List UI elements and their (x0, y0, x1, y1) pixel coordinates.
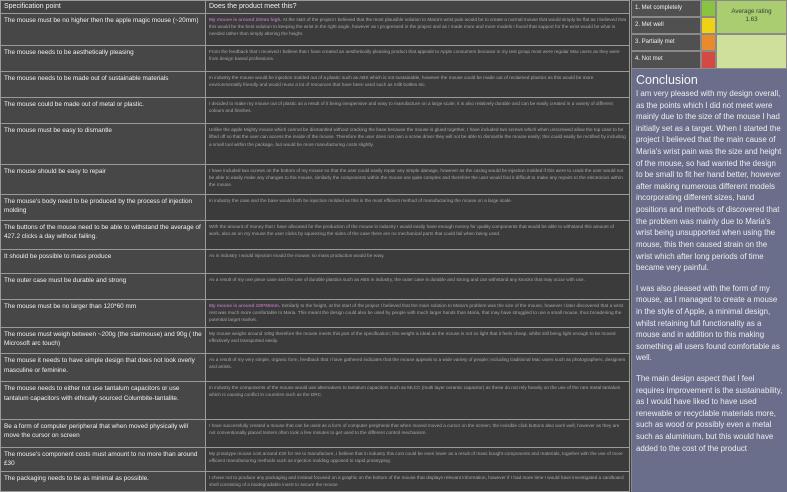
table-body (1, 14, 630, 492)
specification-cell: The buttons of the mouse need to be able to withstand the average of 427.2 clicks a day without failing. (1, 220, 206, 249)
table-row (1, 72, 630, 98)
specification-cell: The mouse must be no larger than 120*60 mm (1, 300, 206, 328)
conclusion-paragraph: The main design aspect that I feel requires improvement is the sustainability, as I would have liked to have used renewable or recyclable materials more, such as wood or possibly even a metal such as aluminium, but this would have added to the cost of the product (636, 374, 783, 453)
table-row (1, 124, 630, 164)
table-row (1, 46, 630, 72)
evaluation-text: At the start of the project I believed that the most plausible solution to Maria's wrist pain would be to create a normal mouse that would simply be flat as I believed that this would be the best solution to keeping the wrist in the right angle, however as I progressed in the project and as I made more and more models I found that support for the wrist would be what is needed rather than simply altering the height. (209, 17, 626, 37)
evaluation-cell (206, 164, 630, 194)
evaluation-cell (206, 249, 630, 273)
table-row (1, 249, 630, 273)
legend-swatch-yellow (701, 17, 716, 34)
evaluation-cell (206, 447, 630, 471)
evaluation-cell (206, 72, 630, 98)
specification-cell: The mouse needs to be aesthetically pleasing (1, 46, 206, 72)
specification-cell: The packaging needs to be as minimal as possible. (1, 471, 206, 491)
average-rating-box (716, 0, 787, 34)
evaluation-text: In industry the mouse would be injection molded out of a plastic such as ABS which is not sustainable, however the mouse could be made out of reclaimed plastics as this would be more environmentally friendly and would reuse a lot of resources that have been used such as milk bottles etc. (209, 75, 594, 88)
evaluation-cell (206, 328, 630, 354)
evaluation-text: I have included two screws on the bottom of my mouse so that the user could easily repair any simple damage, however as the casing would be injection molded if this were to crack the user would not be able to easily make any changes to the mouse, similarly the components within the mouse are quite complex and therefore the user would find it difficult to make any repairs to the electronics within the mouse. (209, 167, 624, 187)
conclusion-title: Conclusion (636, 73, 698, 87)
table-row (1, 328, 630, 354)
table-row (1, 220, 630, 249)
specification-cell: The mouse must be no higher then the apple magic mouse (~20mm) (1, 14, 206, 46)
conclusion-panel (631, 69, 787, 492)
legend-swatch-red (701, 51, 716, 69)
evaluation-cell (206, 300, 630, 328)
specification-cell: The mouse must weigh between ~200g (the starmouse) and 90g ( the Microsoft arc touch) (1, 328, 206, 354)
rating-text: My mouse is around 20mm high. (209, 17, 282, 22)
specification-cell: The mouse needs to either not use tantalum capacitors or use tantalum capacitors with ethically sourced Columbite-tantalite. (1, 382, 206, 419)
evaluation-text: With the amount of money that I have allocated for the production of the mouse in industry I would easily have enough money for quality components that would be able to withstand this amount of work, also as on my mouse the user clicks by squeezing the sides of the case there are no mechanical parts that could fail when being used. (209, 223, 614, 236)
legend-label-met-well: 2. Met well (631, 17, 701, 34)
evaluation-text: I chose not to produce any packaging and instead focused on a graphic on the bottom of the mouse that displays relevant information, however if I had more time I would have investigated a cardboard shell consisting of a biodegradable insert to secure the mouse. (209, 474, 624, 487)
table-row (1, 354, 630, 382)
average-rating-value: 1.63 (745, 16, 758, 24)
rating-legend (631, 0, 787, 69)
rating-text: My mouse is around 100*60mm. (209, 303, 281, 309)
average-rating-label: Average rating (731, 8, 772, 15)
header-meets-spec: Does the product meet this? (206, 1, 630, 14)
evaluation-text: From the feedback that I received I believe that I have created an aesthetically pleasing product that appeals to Apple consumers because in my test group most were regular Mac users as they were from design based professions. (209, 49, 620, 62)
evaluation-cell (206, 194, 630, 220)
evaluation-cell (206, 98, 630, 124)
specification-cell: The mouse needs to be made out of sustainable materials (1, 72, 206, 98)
evaluation-text: As a result of my very simple, organic form, feedback that I have gathered indicates that the mouse appeals to a wide variety of people; including traditional Mac users such as photographers, designers and artists. (209, 357, 626, 370)
average-rating-fill (716, 34, 787, 69)
evaluation-cell (206, 419, 630, 447)
evaluation-text: My mouse weighs around 100g therefore the mouse meets this part of the specification; this weight is ideal as the mouse is not so light that it feels cheap, whilst still being light enough to be moved effectively and transported easily. (209, 331, 616, 344)
evaluation-cell (206, 354, 630, 382)
evaluation-cell (206, 382, 630, 419)
evaluation-cell (206, 220, 630, 249)
table-row (1, 273, 630, 299)
table-row (1, 382, 630, 419)
specification-cell: The mouse's component costs must amount to no more than around £30 (1, 447, 206, 471)
table-row (1, 14, 630, 46)
evaluation-cell (206, 124, 630, 164)
table-row (1, 300, 630, 328)
specification-cell: The mouse should be easy to repair (1, 164, 206, 194)
evaluation-cell (206, 46, 630, 72)
specification-cell: The mouse must be easy to dismantle (1, 124, 206, 164)
evaluation-text: I decided to make my mouse out of plastic as a result of it being inexpensive and easy to manufacture on a large scale; it is also relatively durable and can be easily created in a variety of different colours and finishes. (209, 101, 613, 114)
specification-cell: The outer case must be durable and strong (1, 273, 206, 299)
specification-cell: The mouse could be made out of metal or plastic. (1, 98, 206, 124)
legend-label-partially-met: 3. Partially met (631, 34, 701, 51)
legend-swatch-green (701, 0, 716, 17)
table-row (1, 98, 630, 124)
conclusion-paragraph: I was also pleased with the form of my mouse, as I managed to create a mouse in the style of Apple, a minimal design, whilst retaining full functionality as a mouse and in addition to this making something all users found comfortable as well. (636, 283, 780, 363)
evaluation-text: In industry the components of the mouse would use alternatives to tantalum capacitors such as MLCC (multi layer ceramic capacitor) as these do not rely heavily on the use of the rare metal tantalum which is causing conflict in countries such as the DRC. (209, 385, 621, 398)
legend-label-not-met: 4. Not met (631, 51, 701, 69)
specification-cell: The mouse's body need to be produced by the process of injection molding (1, 194, 206, 220)
table-row (1, 419, 630, 447)
table-row (1, 194, 630, 220)
specification-cell: The mouse it needs to have simple design that does not look overly masculine or feminine. (1, 354, 206, 382)
header-specification-point: Specification point (1, 1, 206, 14)
evaluation-text: As in industry I would injection mould the mouse; so mass production would be easy. (209, 252, 385, 258)
evaluation-text: My prototype mouse cost around £30 for me to manufacture, I believe that in industry this cost could be even lower as a result of mass bought components and materials, together with the use of more efficient manufacturing methods such as injection molding opposed to rapid prototyping. (209, 450, 623, 463)
evaluation-text: Unlike the apple Mighty mouse which cannot be dismantled without cracking the base because the mouse is glued together, I have included two screws which when unscrewed allow the top case to be lifted off so that the user can access the inside of the mouse. Therefore the user does not own a screw driver they will not be able to dismantle the mouse easily; this could easily be rectified by including a small tool within the package, but would be more manufacturing costs slightly. (209, 127, 626, 147)
evaluation-text: Similarly to the height, at the start of the project I believed that the main solution to Maria's problem was the size of the mouse, however I later discovered that a wrist rest was much more comfortable to Maria. This meant the design could also be used by people with much larger hands than Maria, that may have struggled to use a small mouse, thus broadening the potential target market. (209, 303, 624, 323)
evaluation-cell (206, 14, 630, 46)
table-header-row (1, 1, 630, 14)
conclusion-paragraph: I am very pleased with my design overall, as the points which I did not meet were mainly due to the size of the mouse I had initially set as a target. When I started the project I believed that the main cause of Maria's wrist pain was the size and height of the mouse, so had wanted the design to be small to fit her hand better, however after making numerous different models incorporating different sizes, hand positions and methods of discovered that the problem was mainly due to Maria's wrist being unsupported when using the mouse, this then caused strain on the wrist which after long periods of time became very painful. (636, 89, 782, 273)
evaluation-text: I have successfully created a mouse that can be used as a form of computer peripheral that when moved moved a cursor on the screen; the invisible click buttons also work well, however as they are not conventionally placed testers often took a few minutes to get used to the different control mechanism. (209, 422, 620, 435)
evaluation-cell (206, 273, 630, 299)
specification-cell: It should be possible to mass produce (1, 249, 206, 273)
evaluation-text: As a result of my one piece case and the use of durable plastics such as ABS in industry, the outer case is durable and strong and can withstand any knocks that may occur with use. (209, 276, 585, 282)
evaluation-text: In industry the case and the base would both be injection molded as this is the most efficient method of manufacturing the mouse on a large scale. (209, 197, 512, 203)
evaluation-cell (206, 471, 630, 491)
table-row (1, 164, 630, 194)
legend-label-met-completely: 1. Met completely (631, 0, 701, 17)
table-row (1, 471, 630, 491)
specification-cell: Be a form of computer peripheral that when moved physically will move the cursor on screen (1, 419, 206, 447)
legend-swatch-orange (701, 34, 716, 51)
table-row (1, 447, 630, 471)
